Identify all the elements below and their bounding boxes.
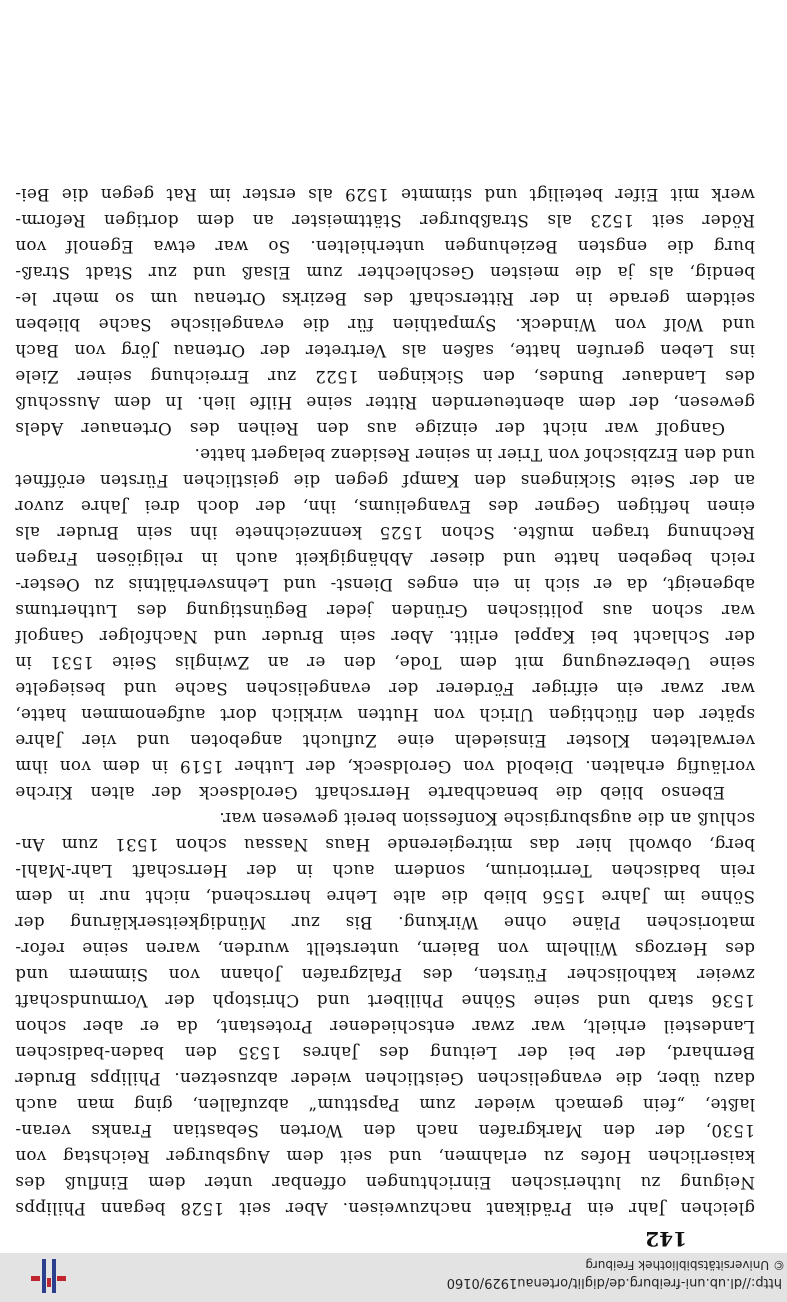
text-line: burg die engsten Beziehungen unterhielten. So war etwa Egenolf von (15, 237, 755, 257)
text-line: werk mit Eifer beteiligt und stimmte 1529 als erster im Rat gegen die Bei- (15, 185, 755, 205)
text-line: der Schlacht bei Kappel erlitt. Aber sein Bruder und Nachfolger Gangolf (15, 627, 755, 647)
text-line: gewesen, der dem abenteuernden Ritter seine Hilfe lieh. In dem Ausschuß (15, 393, 755, 413)
text-line: war zwar ein eifriger Förderer der evangelischen Sache und besiegelte (15, 679, 755, 699)
text-line: schluß an die augsburgische Konfession bereit gewesen war. (219, 809, 755, 829)
copyright-notice: © Universitätsbibliothek Freiburg (585, 1258, 785, 1272)
source-url[interactable]: http://dl.ub.uni-freiburg.de/diglit/ortenau1929/0160 (446, 1275, 782, 1290)
text-line: vorläufig erhalten. Diebold von Geroldseck, der Luther 1519 in dem von ihm (15, 757, 755, 777)
text-line: und den Erzbischof von Trier in seiner Residenz belagert hatte. (194, 445, 755, 465)
text-line: laßte, „fein gemach wieder zum Papsttum“ abzufallen, ging man auch (15, 1095, 755, 1115)
text-line: Gangolf war nicht der einzige aus den Reihen des Ortenauer Adels (15, 419, 725, 439)
text-line: später den flüchtigen Ulrich von Hutten wirklich dort aufgenommen hatte, (15, 705, 755, 725)
text-line: des Landauer Bundes, den Sickingen 1522 zur Erreichung seiner Ziele (15, 367, 755, 387)
text-line: reich begeben hatte und dieser Abhängigkeit auch in religiösen Fragen (15, 549, 755, 569)
text-line: zweier katholischer Fürsten, des Pfalzgrafen Johann von Simmern und (15, 965, 755, 985)
text-line: des Herzogs Wilhelm von Baiern, unterstellt wurden, waren seine refor- (15, 939, 755, 959)
text-line: Röder seit 1523 als Straßburger Stättmeister an dem dortigen Reform- (15, 211, 755, 231)
header-bar (0, 1253, 787, 1302)
text-line: ins Leben gerufen hatte, saßen als Vertreter der Ortenau Jörg von Bach (15, 341, 755, 361)
text-line: dazu über, die evangelischen Geistlichen wieder abzusetzen. Philipps Bruder (15, 1069, 755, 1089)
text-line: Söhne im Jahre 1556 blieb die alte Lehre herrschend, nicht nur in dem (15, 887, 755, 907)
text-line: rein badischen Territorium, sondern auch in der Herrschaft Lahr-Mahl- (15, 861, 755, 881)
body-text (15, 182, 755, 1222)
text-line: Rechnung tragen mußte. Schon 1525 kennzeichnete ihn sein Bruder als (15, 523, 755, 543)
text-line: Neigung zu lutherischen Einrichtungen offenbar unter dem Einfluß des (15, 1173, 755, 1193)
text-line: an der Seite Sickingens den Kampf gegen die geistlichen Fürsten eröffnet (15, 471, 755, 491)
text-line: matorischen Pläne ohne Wirkung. Bis zur Mündigkeitserklärung der (15, 913, 755, 933)
text-line: Bernhard, der bei der Leitung des Jahres 1535 den baden-badischen (15, 1043, 755, 1063)
text-line: 1530, der den Markgrafen nach den Worten Sebastian Franks veran- (15, 1121, 755, 1141)
text-line: bendig, als ja die meisten Geschlechter zum Elsaß und zur Stadt Straß- (15, 263, 755, 283)
text-line: gleichen Jahr ein Prädikant nachzuweisen. Aber seit 1528 begann Philipps (15, 1199, 755, 1219)
page-number: 142 (645, 1227, 687, 1251)
text-line: war schon aus politischen Gründen jeder Begünstigung des Luthertums (15, 601, 755, 621)
text-line: Ebenso blieb die benachbarte Herrschaft Geroldseck der alten Kirche (15, 783, 725, 803)
text-line: einen heftigen Gegner des Evangeliums, ihn, der doch drei Jahre zuvor (15, 497, 755, 517)
text-line: Landesteil erhielt, war zwar entschiedener Protestant, da er aber schon (15, 1017, 755, 1037)
text-line: abgeneigt, da er sich in ein enges Dienst- und Lehnsverhältnis zu Oester- (15, 575, 755, 595)
text-line: verwalteten Kloster Einsiedeln eine Zuflucht angeboten und vier Jahre (15, 731, 755, 751)
text-line: 1536 starb und seine Söhne Philibert und Christoph der Vormundschaft (15, 991, 755, 1011)
text-line: kaiserlichen Hofes zu erlahmen, und seit dem Augsburger Reichstag von (15, 1147, 755, 1167)
text-line: berg, obwohl hier das mitregierende Haus Nassau schon 1531 zum An- (15, 835, 755, 855)
text-line: und Wolf von Windeck. Sympathien für die evangelische Sache blieben (15, 315, 755, 335)
text-line: seine Ueberzeugung mit dem Tode, den er an Zwinglis Seite 1531 in (15, 653, 755, 673)
ub-freiburg-logo-icon (20, 1255, 70, 1297)
text-line: seitdem gerade in der Ritterschaft des Bezirks Ortenau um so mehr le- (15, 289, 755, 309)
